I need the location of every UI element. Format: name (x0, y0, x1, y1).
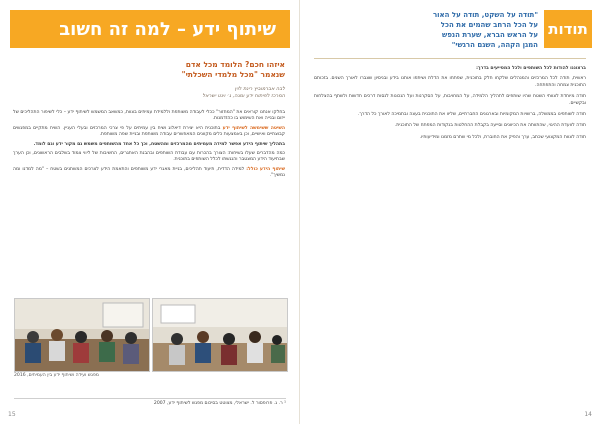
banner-title: שיתוף ידע – למה זה חשוב (59, 18, 276, 40)
quote-line-1: "תודה על השקט, תודה על האור (432, 11, 538, 19)
thanks-paragraph-2: תודה מיוחדת לצוותי השטח שהיו שותפים לתהליך הלמידה, על המחויבות, על הסקרנות ועל הנכונות לנסות דרכים חדשות ולשתף בהצלחות ובקשיים. (314, 94, 586, 106)
right-body-text (314, 66, 586, 146)
header-divider (314, 58, 586, 59)
banner-title-thanks: תודות (548, 20, 588, 38)
left-page-banner (10, 10, 290, 48)
footnote: ¹ ר. ג. פרופסור ל. ישראלי, מצוטט בסיכום מפגש לשיתוף ידע, 2007 (14, 398, 286, 406)
meeting-photo-left (14, 298, 150, 372)
thanks-intro: ברצוננו להודות לכל השותפים ולכל המסייעים בדרך: (476, 66, 586, 71)
author-line-1: לבה אברמוביץ רינת לוין (234, 86, 285, 92)
subhead-line-1: איזהו חכם? הלומד מכל אדם (185, 60, 285, 69)
paragraph-3 (13, 167, 285, 180)
quote-line-2: על הכל הרחב שהמים את הכל (440, 21, 538, 29)
right-page (300, 0, 600, 424)
author-line-2: המרכז לפיתוח ידע ומגה, ג׳ וינט ישראל (202, 93, 285, 99)
highlight-text-2: שיתוף הידע כולל: (246, 166, 285, 172)
header-quote (358, 10, 538, 50)
subhead-quote (145, 60, 285, 80)
highlight-text-1: השיטה ששימשה לשיתוף ידע (222, 125, 285, 131)
photo-caption: מפגש ועידה ושיתוף ידע בין העמיתים, 2016 (14, 373, 99, 378)
paragraph-1-text: בתוכנית היא יצירת דיאלוג ושיח בין עמיתים על פי צרכי המרכזים ובעלי העניין. השיח מתקיים במפגשים קבוצתיים ואישיים, וכן באמצעות כלים מקוונים המאפשרים עבודה משותפת ובניית שפה משותפת. (13, 125, 285, 138)
meeting-photo-right-image (153, 299, 287, 371)
author-block (145, 86, 285, 100)
intro-paragraph: בחלקו אנחנו קוראים את "המחזור" ככלי לעבודה משותפת וללמידת עמיתים בצוות, כמשאב המשמש לשיתוף ידע – כלי לשיפור התהליכים של ייזום ובנייה ואת השימוש בו כהזדמנות. (13, 110, 285, 122)
subhead-line-2: שנאמר "מכל מלמדי השכלתי" (181, 70, 285, 79)
quote-line-4: המגן הקהה, השגם הרגשי" (451, 41, 538, 49)
bold-paragraph: בתהליך שיתוף הידע אפשר למידה מעמיתים מהמרכזים ומהשטח, וכך כל אחד מהשותפים משמש גם מקור ידע וגם לומד. (33, 141, 285, 147)
left-body-text (13, 110, 285, 183)
meeting-photo-right (152, 298, 288, 372)
page-number-right: 14 (584, 411, 592, 418)
paragraph-2: כמה מהדברים שעלו בשיחות: הצורך בהכרות עם עבודת השותפים ובהבנת האתגרים, החשיבות של ליווי צמוד בשלבים הראשונים, וכן הערך שבתיעוד הידע המצטבר והנגשתו לכלל השותפים בתוכנית. (13, 151, 285, 163)
page-number-left: 15 (8, 411, 16, 418)
thanks-paragraph-4: תודה לוועדת ההיגוי, שהתוותה את הכיוונים וסייעה בקבלת ההחלטות בנקודות המפתח של התוכנית. (394, 123, 586, 129)
thanks-paragraph-5: תודה לצוות המקצועי שכתב, ערך והפיק את החוברת, ולכל מי שתרם מזמנו ומידיעותיו. (419, 134, 586, 140)
paragraph-1 (13, 126, 285, 139)
right-page-banner (544, 10, 592, 48)
thanks-paragraph-3: תודה לשותפינו בממשלה, ברשויות המקומיות ובארגונים החברתיים, שליוו את התוכנית בעצה ובתמיכה לאורך כל הדרך. (357, 112, 586, 118)
quote-line-3: על הראש הברא, שערת הנפש (442, 31, 538, 39)
meeting-photo-left-image (15, 299, 149, 371)
thanks-paragraph-1: ראשית, תודה לכל המרכזים והמנהלים שלקחו חלק בתוכנית, שפתחו את הדלת ושיתפו אותנו בידע ובניסיון שצברו לאורך השנים. בזכותם התוכנית צמחה והתפתחה. (314, 76, 586, 88)
paragraph-3-text: למידה הדדית, תיעוד תהליכים, בניית מאגרי ידע משותפים והתאמת הידע לצרכים המשתנים בשטח – "מה למדנו ומה נמשיך". (13, 166, 285, 179)
